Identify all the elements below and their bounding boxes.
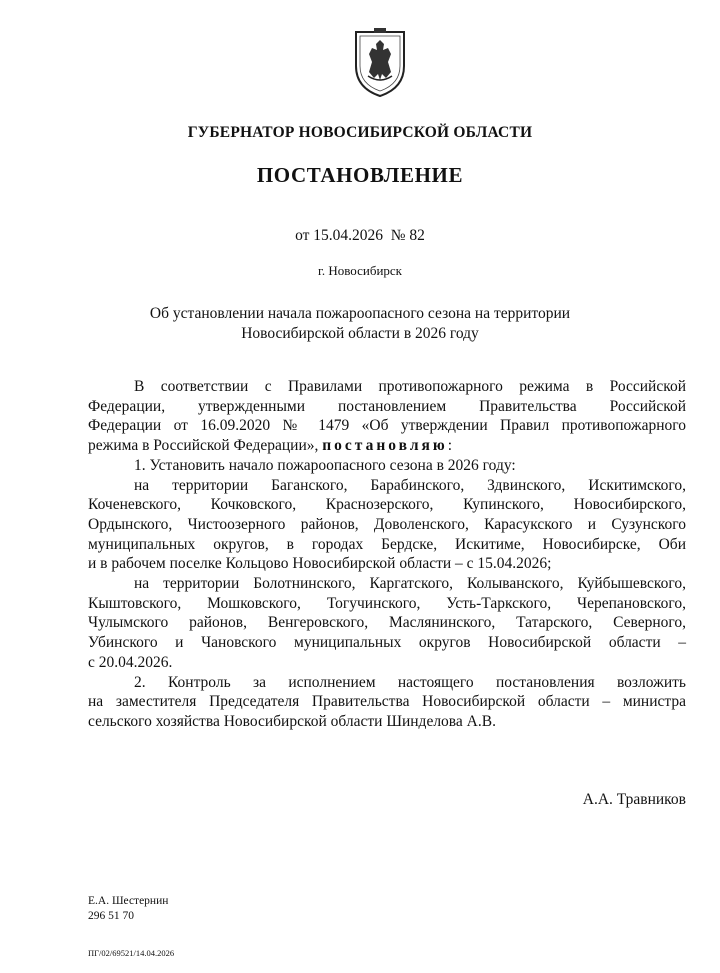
title-line: Об установлении начала пожароопасного сезона на территории	[149, 305, 571, 322]
resolve-colon: :	[447, 437, 453, 455]
city: г. Новосибирск	[317, 263, 402, 278]
body-line: В соответствии с Правилами противопожарного режима в Российской	[134, 378, 686, 395]
resolve-word: постановляю	[322, 437, 448, 455]
document-code: ПГ/02/69521/14.04.2026	[88, 948, 175, 958]
item-1-heading: 1. Установить начало пожароопасного сезона в 2026 году:	[134, 456, 516, 474]
document-title	[0, 304, 720, 343]
body-line: Убинского и Чановского муниципальных округов Новосибирской области –	[88, 634, 686, 652]
date-and-number: от 15.04.2026 № 82	[295, 227, 425, 244]
body-line: на заместителя Председателя Правительства Новосибирской области – министра	[88, 693, 686, 711]
body-line: и в рабочем поселке Кольцово Новосибирской области – с 15.04.2026;	[88, 555, 552, 573]
body-line: с 20.04.2026.	[88, 653, 173, 671]
body-line: сельского хозяйства Новосибирской области Шинделова А.В.	[88, 712, 496, 730]
executor-phone: 296 51 70	[88, 909, 134, 922]
executor-name: Е.А. Шестернин	[88, 895, 169, 907]
body-line: Чулымского районов, Венгеровского, Маслянинского, Татарского, Северного,	[88, 614, 686, 632]
signature-name: А.А. Травников	[582, 791, 686, 808]
body-line: Федерации от 16.09.2020 № 1479 «Об утверждении Правил противопожарного	[88, 417, 686, 435]
body-line: на территории Болотнинского, Каргатского, Колыванского, Куйбышевского,	[134, 575, 686, 593]
document-body	[88, 377, 686, 732]
body-line: на территории Баганского, Барабинского, Здвинского, Искитимского,	[134, 476, 686, 494]
document-type: ПОСТАНОВЛЕНИЕ	[256, 163, 464, 187]
body-line: Кыштовского, Мошковского, Тогучинского, Усть-Таркского, Черепановского,	[88, 594, 686, 612]
body-line: Федерации, утвержденными постановлением Правительства Российской	[88, 397, 686, 415]
body-line	[88, 436, 686, 456]
issuer-heading: ГУБЕРНАТОР НОВОСИБИРСКОЙ ОБЛАСТИ	[187, 124, 533, 141]
coat-of-arms-icon	[352, 26, 408, 98]
title-line: Новосибирской области в 2026 году	[241, 324, 479, 342]
body-line: муниципальных округов, в городах Бердске, Искитиме, Новосибирске, Оби	[88, 535, 686, 553]
body-line: 2. Контроль за исполнением настоящего постановления возложить	[134, 673, 686, 691]
preamble-end: режима в Российской Федерации»,	[88, 437, 323, 455]
body-line: Коченевского, Кочковского, Краснозерского, Купинского, Новосибирского,	[88, 496, 686, 514]
body-line: Ордынского, Чистоозерного районов, Доволенского, Карасукского и Сузунского	[88, 515, 686, 533]
executor-info	[88, 894, 168, 923]
